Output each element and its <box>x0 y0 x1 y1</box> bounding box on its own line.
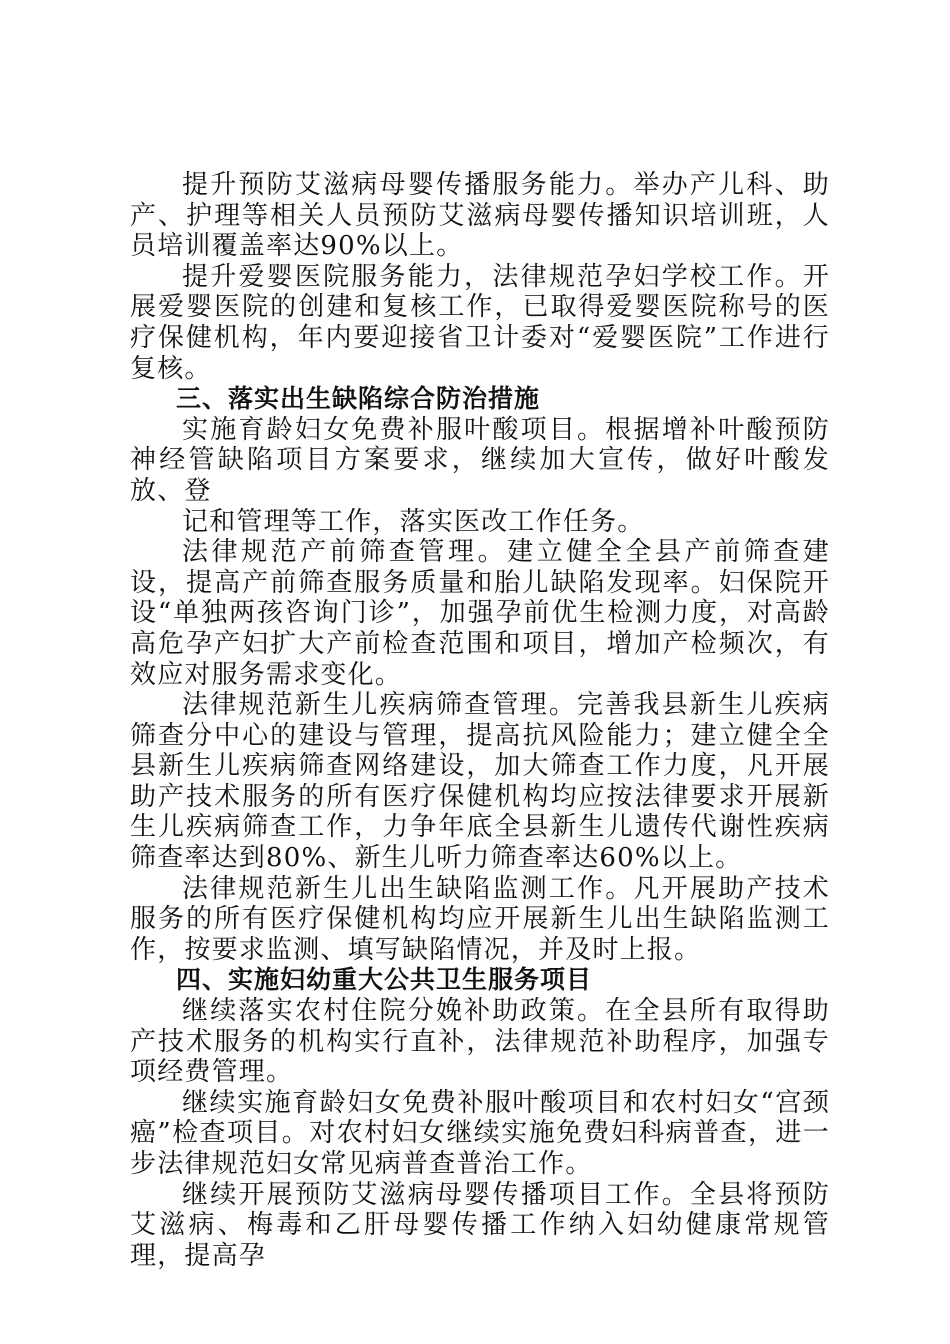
paragraph-delivery-subsidy: 继续落实农村住院分娩补助政策。在全县所有取得助产技术服务的机构实行直补，法律规范补助程序，加强专项经费管理。 <box>130 996 830 1088</box>
paragraph-aids-prevention-capacity: 提升预防艾滋病母婴传播服务能力。举办产儿科、助产、护理等相关人员预防艾滋病母婴传播知识培训班，人员培训覆盖率达90%以上。 <box>130 170 830 262</box>
paragraph-newborn-screening: 法律规范新生儿疾病筛查管理。完善我县新生儿疾病筛查分中心的建设与管理，提高抗风险能力；建立健全全县新生儿疾病筛查网络建设，加大筛查工作力度，凡开展助产技术服务的所有医疗保健机构均应按法律要求开展新生儿疾病筛查工作，力争年底全县新生儿遗传代谢性疾病筛查率达到80%、新生儿听力筛查率达60%以上。 <box>130 690 830 874</box>
paragraph-folic-acid: 实施育龄妇女免费补服叶酸项目。根据增补叶酸预防神经管缺陷项目方案要求，继续加大宣传，做好叶酸发放、登 <box>130 414 830 506</box>
section-heading-3: 三、落实出生缺陷综合防治措施 <box>176 384 541 414</box>
document-body <box>130 170 830 1271</box>
paragraph-mother-child-transmission: 继续开展预防艾滋病母婴传播项目工作。全县将预防艾滋病、梅毒和乙肝母婴传播工作纳入妇幼健康常规管理，提高孕 <box>130 1179 830 1271</box>
paragraph-prenatal-screening: 法律规范产前筛查管理。建立健全全县产前筛查建设，提高产前筛查服务质量和胎儿缺陷发现率。妇保院开设“单独两孩咨询门诊”，加强孕前优生检测力度，对高龄高危孕产妇扩大产前检查范围和项目，增加产检频次，有效应对服务需求变化。 <box>130 537 830 690</box>
paragraph-birth-defect-monitoring: 法律规范新生儿出生缺陷监测工作。凡开展助产技术服务的所有医疗保健机构均应开展新生儿出生缺陷监测工作，按要求监测、填写缺陷情况，并及时上报。 <box>130 873 830 965</box>
paragraph-baby-friendly-hospital: 提升爱婴医院服务能力，法律规范孕妇学校工作。开展爱婴医院的创建和复核工作，已取得爱婴医院称号的医疗保健机构，年内要迎接省卫计委对“爱婴医院”工作进行复核。 <box>130 261 830 384</box>
section-heading-4: 四、实施妇幼重大公共卫生服务项目 <box>176 965 593 995</box>
paragraph-cervical-cancer-screening: 继续实施育龄妇女免费补服叶酸项目和农村妇女“宫颈癌”检查项目。对农村妇女继续实施免费妇科病普查，进一步法律规范妇女常见病普查普治工作。 <box>130 1087 830 1179</box>
paragraph-folic-acid-continued: 记和管理等工作，落实医改工作任务。 <box>182 506 645 537</box>
